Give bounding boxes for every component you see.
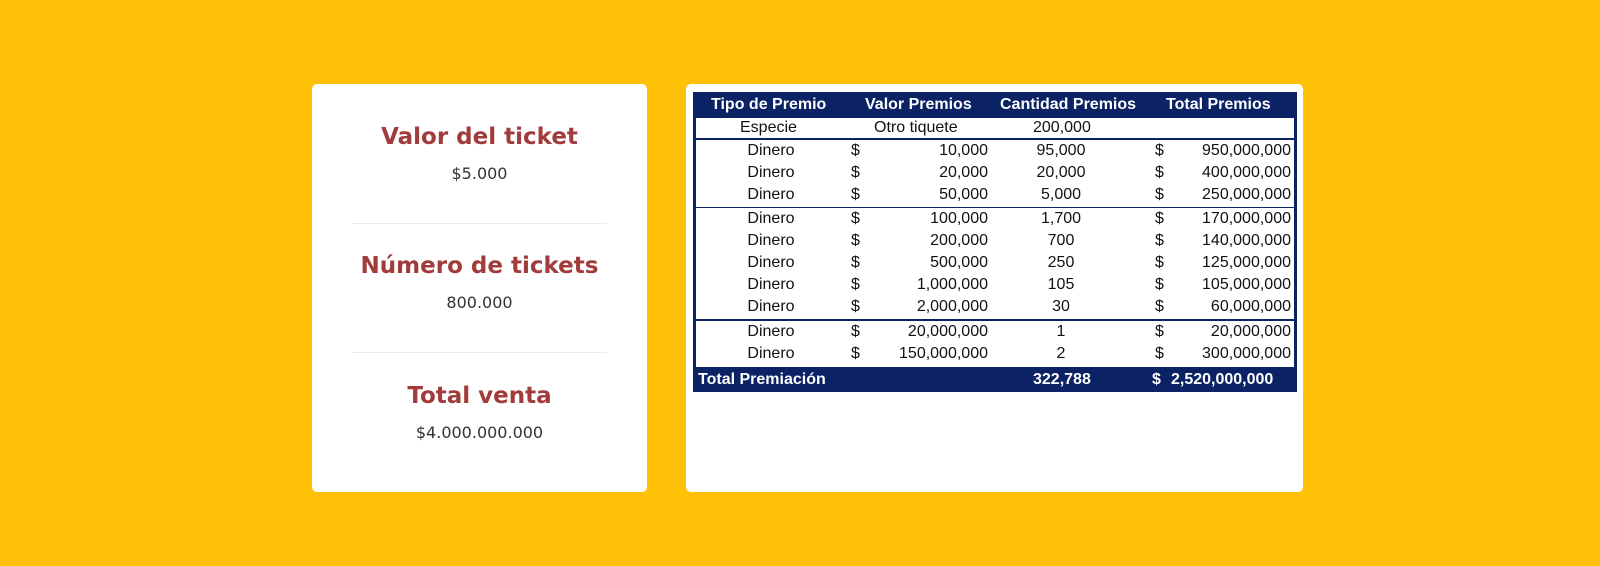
cell-currency: $: [851, 142, 860, 159]
stat-title: Total venta: [407, 383, 552, 409]
cell-tipo: Dinero: [747, 323, 795, 340]
cell-tipo: Dinero: [747, 298, 795, 315]
cell-total: 250,000,000: [1202, 186, 1291, 203]
divider: [352, 223, 607, 224]
cell-cantidad: 20,000: [1036, 164, 1086, 181]
stat-value: $4.000.000.000: [415, 423, 544, 442]
cell-valor: 20,000: [939, 164, 988, 181]
cell-cantidad: 250: [1047, 254, 1075, 271]
cell-currency: $: [1155, 345, 1164, 362]
table-row: [696, 296, 1294, 318]
cell-valor: 10,000: [939, 142, 988, 159]
cell-valor: 50,000: [939, 186, 988, 203]
table-row: [696, 140, 1294, 162]
cell-valor: 20,000,000: [907, 323, 988, 340]
cell-currency: $: [1155, 164, 1164, 181]
table-row: [696, 252, 1294, 274]
cell-cantidad: 1,700: [1040, 210, 1082, 227]
table-header-row: [693, 92, 1297, 118]
cell-currency: $: [1155, 323, 1164, 340]
cell-tipo: Dinero: [747, 254, 795, 271]
cell-total: 20,000,000: [1210, 323, 1291, 340]
table-row: [696, 343, 1294, 365]
header-valor: Valor Premios: [865, 96, 972, 113]
cell-total: 105,000,000: [1202, 276, 1291, 293]
stat-value: 800.000: [446, 293, 513, 312]
cell-currency: $: [1155, 276, 1164, 293]
cell-cantidad: 200,000: [1033, 119, 1091, 136]
cell-total: 400,000,000: [1202, 164, 1291, 181]
table-row: [696, 274, 1294, 296]
footer-label: Total Premiación: [698, 371, 826, 388]
header-total: Total Premios: [1166, 96, 1271, 113]
cell-total: 950,000,000: [1202, 142, 1291, 159]
footer-currency: $: [1152, 371, 1161, 388]
cell-cantidad: 1: [1056, 323, 1066, 340]
cell-cantidad: 2: [1056, 345, 1066, 362]
cell-cantidad: 105: [1047, 276, 1075, 293]
cell-cantidad: 700: [1047, 232, 1075, 249]
header-tipo: Tipo de Premio: [711, 96, 827, 113]
stat-value: $5.000: [451, 164, 508, 183]
table-row: [696, 230, 1294, 252]
cell-valor: 200,000: [930, 232, 988, 249]
table-row: [696, 321, 1294, 343]
cell-tipo: Dinero: [747, 345, 795, 362]
stat-title: Número de tickets: [360, 253, 599, 279]
table-row-group: [696, 140, 1294, 207]
prize-table: [693, 92, 1297, 392]
cell-currency: $: [1155, 210, 1164, 227]
cell-currency: $: [1155, 232, 1164, 249]
cell-tipo: Dinero: [747, 210, 795, 227]
cell-tipo: Dinero: [747, 232, 795, 249]
cell-currency: $: [1155, 254, 1164, 271]
cell-cantidad: 5,000: [1040, 186, 1082, 203]
stat-ticket-value: [312, 122, 647, 184]
table-row: [696, 208, 1294, 230]
cell-total: 170,000,000: [1202, 210, 1291, 227]
footer-cantidad: 322,788: [1033, 371, 1091, 388]
divider: [352, 352, 607, 353]
cell-currency: $: [851, 345, 860, 362]
cell-cantidad: 30: [1052, 298, 1070, 315]
table-row: [696, 162, 1294, 184]
footer-total: 2,520,000,000: [1171, 371, 1274, 388]
cell-total: 125,000,000: [1202, 254, 1291, 271]
cell-cantidad: 95,000: [1036, 142, 1086, 159]
header-cantidad: Cantidad Premios: [1000, 96, 1137, 113]
cell-currency: $: [851, 164, 860, 181]
table-row: [696, 118, 1294, 138]
cell-tipo: Dinero: [747, 186, 795, 203]
cell-valor: 150,000,000: [899, 345, 988, 362]
cell-tipo: Dinero: [747, 142, 795, 159]
table-row-group: [696, 118, 1294, 138]
table-row-group: [696, 321, 1294, 367]
cell-currency: $: [1155, 298, 1164, 315]
cell-valor: 1,000,000: [916, 276, 988, 293]
cell-valor: Otro tiquete: [874, 119, 958, 136]
cell-currency: $: [1155, 142, 1164, 159]
cell-currency: $: [851, 232, 860, 249]
table-footer-row: [693, 368, 1297, 392]
stat-ticket-count: [312, 251, 647, 313]
cell-total: 300,000,000: [1202, 345, 1291, 362]
cell-currency: $: [851, 298, 860, 315]
table-row: [696, 184, 1294, 206]
cell-currency: $: [851, 254, 860, 271]
cell-currency: $: [851, 323, 860, 340]
ticket-stats-card: [312, 84, 647, 492]
cell-currency: $: [851, 186, 860, 203]
cell-valor: 100,000: [930, 210, 988, 227]
cell-currency: $: [1155, 186, 1164, 203]
cell-currency: $: [851, 276, 860, 293]
cell-total: 140,000,000: [1202, 232, 1291, 249]
prize-table-card: [686, 84, 1303, 492]
table-row-group: [696, 208, 1294, 319]
cell-tipo: Dinero: [747, 276, 795, 293]
cell-tipo: Especie: [740, 119, 797, 136]
cell-tipo: Dinero: [747, 164, 795, 181]
cell-valor: 2,000,000: [916, 298, 988, 315]
stat-total-sales: [312, 381, 647, 443]
cell-total: 60,000,000: [1210, 298, 1291, 315]
cell-currency: $: [851, 210, 860, 227]
cell-valor: 500,000: [930, 254, 988, 271]
stat-title: Valor del ticket: [381, 124, 578, 150]
